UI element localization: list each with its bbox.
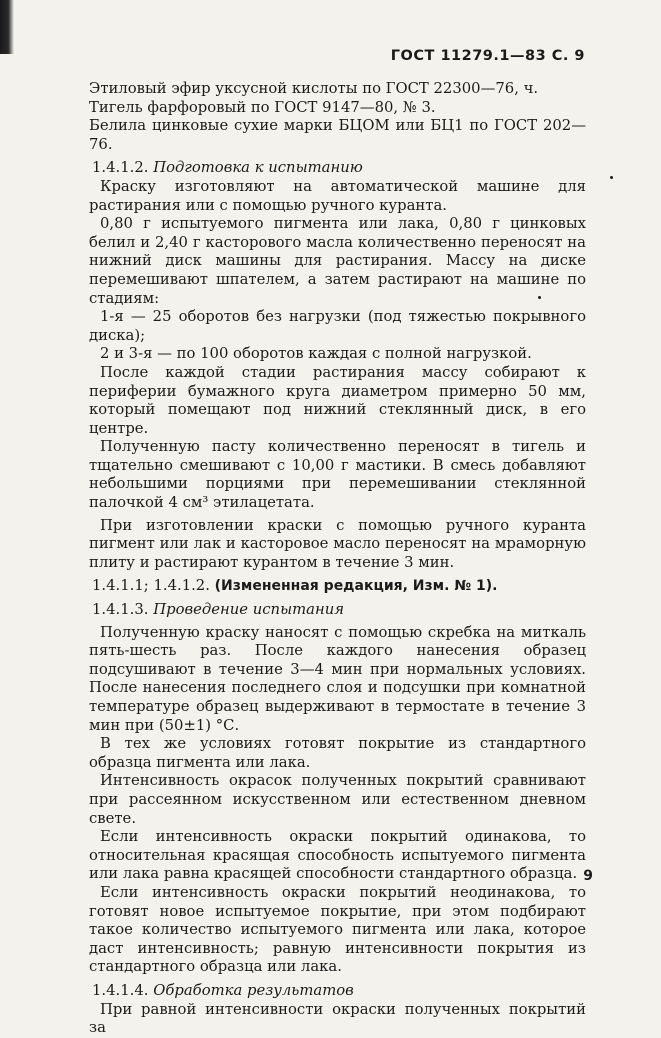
paragraph: 0,80 г испытуемого пигмента или лака, 0,80 г цинковых белил и 2,40 г касторового масла количественно переносят на нижний диск машины для растирания. Массу на диске перемешивают шпателем, а затем растирают на машине по стадиям: [89, 215, 586, 307]
paragraph: 1-я — 25 оборотов без нагрузки (под тяжестью покрывного диска); [89, 308, 586, 344]
change-label: (Измененная редакция, Изм. № 1). [214, 578, 498, 595]
paragraph: Полученную краску наносят с помощью скребка на миткаль пять-шесть раз. После каждого нанесения образец подсушивают в течение 3—4 мин при нормальных условиях. После нанесения последнего слоя и подсушки при комнатной температуре образец выдерживают в термостате в течение 3 мин при (50±1) °С. [89, 623, 586, 734]
change-note [92, 577, 586, 596]
paragraph: Этиловый эфир уксусной кислоты по ГОСТ 22300—76, ч. [89, 80, 539, 97]
section-number: 1.4.1.2. [92, 159, 149, 177]
paragraph: 2 и 3-я — по 100 оборотов каждая с полной нагрузкой. [100, 345, 532, 363]
section-heading [92, 601, 586, 620]
section-heading [92, 982, 586, 1001]
paragraph: При равной интенсивности окраски полученных покрытий за [89, 1000, 586, 1037]
binding-mark [0, 0, 14, 54]
paragraph: В тех же условиях готовят покрытие из стандартного образца пигмента или лака. [89, 735, 586, 771]
document-body [89, 80, 586, 1038]
section-number: 1.4.1.3. [92, 601, 149, 619]
paragraph: При изготовлении краски с помощью ручного куранта пигмент или лак и касторовое масло переносят на мраморную плиту и растирают курантом в течение 3 мин. [89, 516, 586, 571]
speck [610, 176, 613, 179]
section-title: Проведение испытания [153, 601, 345, 619]
paragraph: Краску изготовляют на автоматической машине для растирания или с помощью ручного куранта. [89, 177, 586, 214]
paragraph: Если интенсивность окраски покрытий неодинакова, то готовят новое испытуемое покрытие, при этом подбирают такое количество испытуемого пигмента или лака, которое даст интенсивность; равную интенсивности покрытия из стандартного образца или лака. [89, 883, 586, 976]
section-heading [92, 159, 586, 178]
change-sections: 1.4.1.1; 1.4.1.2. [92, 577, 210, 595]
paragraph: Если интенсивность окраски покрытий одинакова, то относительная красящая способность испытуемого пигмента или лака равна красящей способности стандартного образца. [89, 828, 586, 883]
section-title: Обработка результатов [153, 981, 354, 999]
page-number: 9 [583, 868, 593, 884]
paragraph: Полученную пасту количественно переносят в тигель и тщательно смешивают с 10,00 г мастики. В смесь добавляют небольшими порциями при перемешивании стеклянной палочкой 4 см³ этилацетата. [89, 438, 586, 512]
paragraph: Интенсивность окрасок полученных покрытий сравнивают при рассеянном искусственном или естественном дневном свете. [89, 772, 586, 827]
paragraph: После каждой стадии растирания массу собирают к периферии бумажного круга диаметром примерно 50 мм, который помещают под нижний стеклянный диск, в его центре. [89, 363, 586, 437]
paragraph: Белила цинковые сухие марки БЦОМ или БЦ1 по ГОСТ 202—76. [89, 117, 586, 153]
section-title: Подготовка к испытанию [153, 159, 363, 177]
paragraph: Тигель фарфоровый по ГОСТ 9147—80, № 3. [89, 98, 436, 116]
section-number: 1.4.1.4. [92, 981, 149, 999]
page-header: ГОСТ 11279.1—83 С. 9 [390, 48, 585, 64]
